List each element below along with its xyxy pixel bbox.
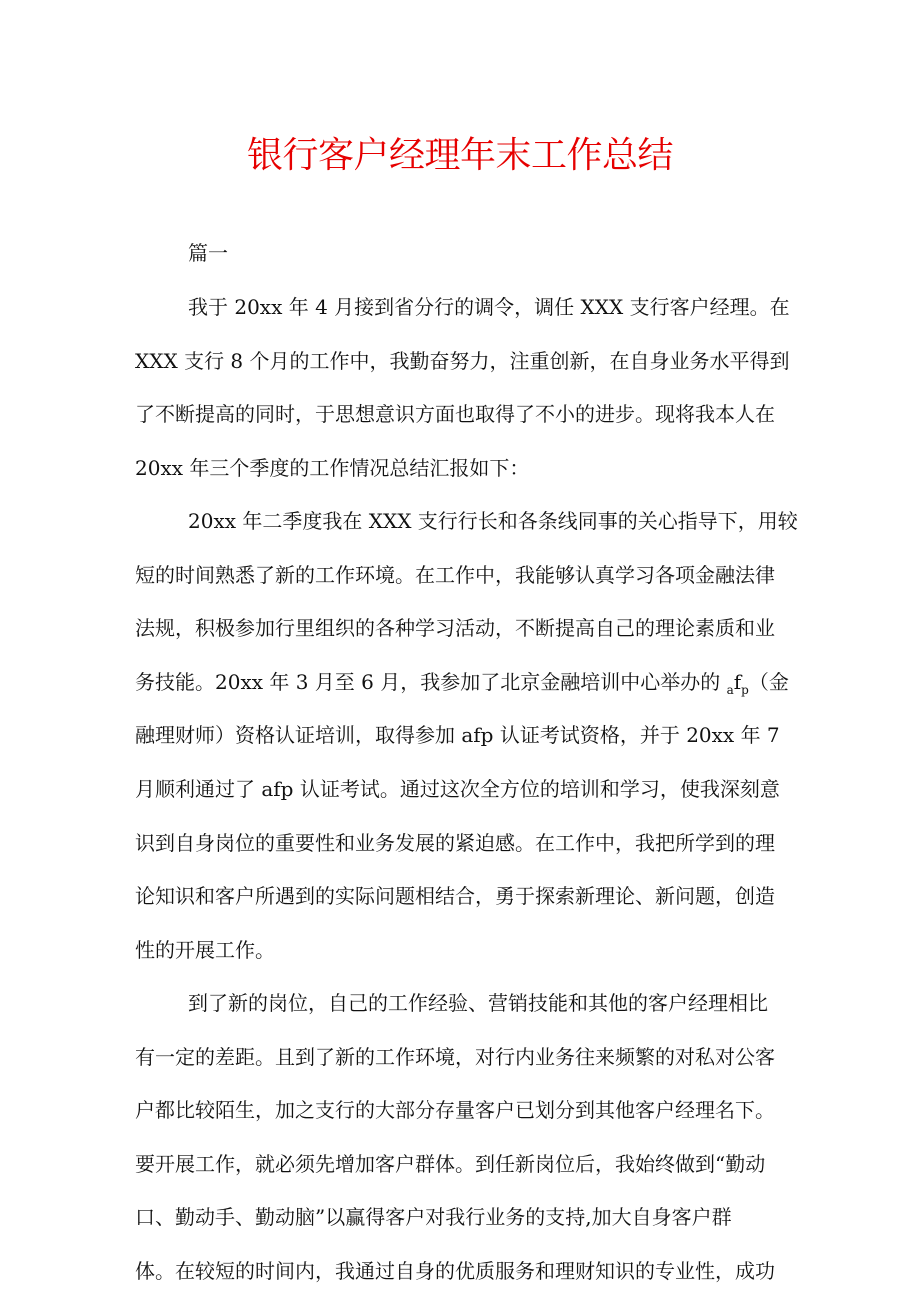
paragraph-line: 法规，积极参加行里组织的各种学习活动，不断提高自己的理论素质和业 bbox=[135, 616, 775, 640]
paragraph-line: 户都比较陌生，加之支行的大部分存量客户已划分到其他客户经理名下。 bbox=[135, 1098, 775, 1122]
document-title: 银行客户经理年末工作总结 bbox=[246, 135, 673, 176]
paragraph-line: 到了新的岗位，自己的工作经验、营销技能和其他的客户经理相比 bbox=[188, 991, 768, 1015]
paragraph-line: 有一定的差距。且到了新的工作环境，对行内业务往来频繁的对私对公客 bbox=[135, 1045, 775, 1069]
paragraph-line: XXX 支行 8 个月的工作中，我勤奋努力，注重创新，在自身业务水平得到 bbox=[135, 349, 790, 373]
afp-letter-f: f bbox=[733, 670, 742, 694]
section-label: 篇一 bbox=[188, 241, 228, 265]
paragraph-line: 体。在较短的时间内，我通过自身的优质服务和理财知识的专业性，成功 bbox=[135, 1259, 775, 1283]
paragraph-line: 短的时间熟悉了新的工作环境。在工作中，我能够认真学习各项金融法律 bbox=[135, 563, 775, 587]
paragraph-line: 识到自身岗位的重要性和业务发展的紧迫感。在工作中，我把所学到的理 bbox=[135, 831, 775, 855]
paragraph-line: 20xx 年二季度我在 XXX 支行行长和各条线同事的关心指导下，用较 bbox=[188, 509, 798, 533]
paragraph-line: 要开展工作，就必须先增加客户群体。到任新岗位后，我始终做到“勤动 bbox=[135, 1152, 766, 1176]
paragraph-line: 性的开展工作。 bbox=[135, 938, 275, 962]
afp-letter-p: p bbox=[741, 683, 749, 697]
paragraph-line: 了不断提高的同时，于思想意识方面也取得了不小的进步。现将我本人在 bbox=[135, 402, 775, 426]
paragraph-line-with-afp bbox=[135, 669, 789, 703]
paragraph-line: 月顺利通过了 afp 认证考试。通过这次全方位的培训和学习，使我深刻意 bbox=[135, 777, 780, 801]
paragraph-line-text: 务技能。20xx 年 3 月至 6 月，我参加了北京金融培训中心举办的 bbox=[135, 670, 721, 694]
paragraph-line: 20xx 年三个季度的工作情况总结汇报如下： bbox=[135, 456, 530, 480]
afp-letter-a: a bbox=[726, 683, 734, 697]
paragraph-line: 融理财师）资格认证培训，取得参加 afp 认证考试资格，并于 20xx 年 7 bbox=[135, 723, 780, 747]
paragraph-line: 我于 20xx 年 4 月接到省分行的调令，调任 XXX 支行客户经理。在 bbox=[188, 295, 790, 319]
paragraph-line: 口、勤动手、勤动脑”以赢得客户对我行业务的支持,加大自身客户群 bbox=[135, 1205, 732, 1229]
afp-tail-text: （金 bbox=[748, 670, 789, 694]
paragraph-line: 论知识和客户所遇到的实际问题相结合，勇于探索新理论、新问题，创造 bbox=[135, 884, 775, 908]
